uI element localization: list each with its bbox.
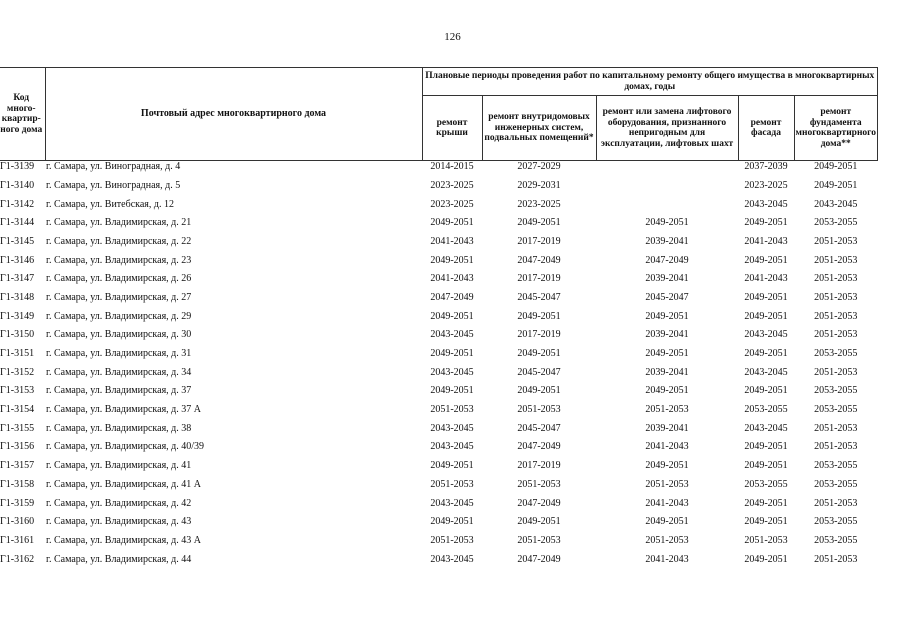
cell-roof: 2023-2025 [430, 179, 474, 191]
table-row [0, 232, 878, 251]
cell-lift: 2045-2047 [645, 291, 689, 303]
cell-facade: 2051-2053 [744, 534, 788, 546]
table-row [0, 419, 878, 438]
cell-engineering: 2045-2047 [517, 422, 561, 434]
cell-lift: 2039-2041 [645, 366, 689, 378]
table-row [0, 161, 878, 177]
cell-facade: 2043-2045 [744, 422, 788, 434]
cell-address: г. Самара, ул. Владимирская, д. 26 [46, 273, 192, 285]
header-lift: ремонт или замена лифтового оборудования, признанного непригодным для эксплуатации, лифтовых шахт [596, 96, 738, 161]
cell-engineering: 2029-2031 [517, 179, 561, 191]
cell-lift: 2041-2043 [645, 553, 689, 565]
cell-address: г. Самара, ул. Владимирская, д. 41 А [46, 478, 201, 490]
cell-code: Г1-3148 [0, 291, 35, 303]
cell-roof: 2049-2051 [430, 217, 474, 229]
table-row [0, 213, 878, 232]
cell-roof: 2049-2051 [430, 516, 474, 528]
cell-address: г. Самара, ул. Витебская, д. 12 [46, 198, 174, 210]
cell-lift: 2049-2051 [645, 385, 689, 397]
cell-facade: 2041-2043 [744, 235, 788, 247]
cell-code: Г1-3157 [0, 460, 35, 472]
cell-foundation: 2051-2053 [814, 310, 858, 322]
cell-code: Г1-3145 [0, 235, 35, 247]
cell-address: г. Самара, ул. Владимирская, д. 42 [46, 497, 192, 509]
repair-schedule-table [0, 67, 878, 568]
cell-lift [596, 195, 738, 214]
table-row [0, 288, 878, 307]
cell-address: г. Самара, ул. Владимирская, д. 40/39 [46, 441, 205, 453]
table-row [0, 195, 878, 214]
cell-engineering: 2017-2019 [517, 329, 561, 341]
cell-engineering: 2051-2053 [517, 478, 561, 490]
cell-lift: 2051-2053 [645, 404, 689, 416]
table-row [0, 269, 878, 288]
cell-foundation: 2051-2053 [814, 422, 858, 434]
cell-code: Г1-3158 [0, 478, 35, 490]
cell-code: Г1-3149 [0, 310, 35, 322]
cell-engineering: 2047-2049 [517, 497, 561, 509]
cell-foundation: 2051-2053 [814, 291, 858, 303]
cell-foundation: 2053-2055 [814, 478, 858, 490]
cell-engineering: 2045-2047 [517, 291, 561, 303]
cell-foundation: 2053-2055 [814, 516, 858, 528]
cell-foundation: 2051-2053 [814, 497, 858, 509]
cell-engineering: 2045-2047 [517, 366, 561, 378]
cell-address: г. Самара, ул. Владимирская, д. 41 [46, 460, 192, 472]
cell-roof: 2043-2045 [430, 366, 474, 378]
cell-code: Г1-3156 [0, 441, 35, 453]
cell-foundation: 2051-2053 [814, 553, 858, 565]
header-foundation: ремонт фундамента многоквартирного дома** [794, 96, 878, 161]
cell-address: г. Самара, ул. Владимирская, д. 29 [46, 310, 192, 322]
cell-lift: 2039-2041 [645, 273, 689, 285]
cell-foundation: 2051-2053 [814, 235, 858, 247]
cell-facade: 2049-2051 [744, 460, 788, 472]
cell-lift [596, 176, 738, 195]
cell-facade: 2043-2045 [744, 329, 788, 341]
cell-facade: 2049-2051 [744, 497, 788, 509]
cell-code: Г1-3147 [0, 273, 35, 285]
cell-address: г. Самара, ул. Владимирская, д. 31 [46, 348, 192, 360]
cell-engineering: 2017-2019 [517, 273, 561, 285]
header-roof: ремонт крыши [422, 96, 482, 161]
header-work-periods: Плановые периоды проведения работ по капитальному ремонту общего имущества в многоквартирных домах, годы [422, 68, 878, 96]
cell-facade: 2037-2039 [744, 161, 788, 172]
cell-code: Г1-3155 [0, 422, 35, 434]
cell-facade: 2049-2051 [744, 254, 788, 266]
table-row [0, 438, 878, 457]
cell-lift: 2051-2053 [645, 478, 689, 490]
cell-address: г. Самара, ул. Владимирская, д. 30 [46, 329, 192, 341]
cell-foundation: 2053-2055 [814, 404, 858, 416]
table-row [0, 475, 878, 494]
table-row [0, 550, 878, 569]
cell-roof: 2043-2045 [430, 553, 474, 565]
cell-engineering: 2017-2019 [517, 235, 561, 247]
cell-lift: 2041-2043 [645, 497, 689, 509]
cell-lift: 2047-2049 [645, 254, 689, 266]
cell-code: Г1-3162 [0, 553, 35, 565]
cell-foundation: 2049-2051 [814, 179, 858, 191]
cell-facade: 2053-2055 [744, 478, 788, 490]
cell-facade: 2049-2051 [744, 516, 788, 528]
cell-roof: 2041-2043 [430, 273, 474, 285]
cell-engineering: 2049-2051 [517, 385, 561, 397]
cell-code: Г1-3151 [0, 348, 35, 360]
cell-address: г. Самара, ул. Виноградная, д. 5 [46, 179, 181, 191]
table-header [0, 68, 878, 161]
cell-facade: 2049-2051 [744, 310, 788, 322]
cell-address: г. Самара, ул. Виноградная, д. 4 [46, 161, 181, 172]
table-row [0, 307, 878, 326]
cell-address: г. Самара, ул. Владимирская, д. 34 [46, 366, 192, 378]
cell-address: г. Самара, ул. Владимирская, д. 44 [46, 553, 192, 565]
cell-engineering: 2049-2051 [517, 348, 561, 360]
cell-facade: 2043-2045 [744, 366, 788, 378]
cell-roof: 2051-2053 [430, 534, 474, 546]
cell-code: Г1-3139 [0, 161, 35, 172]
cell-foundation: 2051-2053 [814, 329, 858, 341]
repair-schedule-sheet [0, 67, 878, 568]
cell-roof: 2043-2045 [430, 441, 474, 453]
header-engineering: ремонт внутридомовых инженерных систем, подвальных помещений* [482, 96, 596, 161]
cell-code: Г1-3154 [0, 404, 35, 416]
cell-roof: 2014-2015 [430, 161, 474, 172]
cell-code: Г1-3159 [0, 497, 35, 509]
cell-code: Г1-3146 [0, 254, 35, 266]
cell-address: г. Самара, ул. Владимирская, д. 21 [46, 217, 192, 229]
cell-foundation: 2053-2055 [814, 217, 858, 229]
cell-code: Г1-3153 [0, 385, 35, 397]
cell-code: Г1-3140 [0, 179, 35, 191]
cell-facade: 2049-2051 [744, 348, 788, 360]
table-row [0, 382, 878, 401]
cell-lift: 2039-2041 [645, 235, 689, 247]
cell-facade: 2043-2045 [744, 198, 788, 210]
table-row [0, 512, 878, 531]
cell-address: г. Самара, ул. Владимирская, д. 37 [46, 385, 192, 397]
cell-lift [596, 161, 738, 177]
cell-foundation: 2051-2053 [814, 254, 858, 266]
cell-engineering: 2017-2019 [517, 460, 561, 472]
cell-code: Г1-3161 [0, 534, 35, 546]
cell-address: г. Самара, ул. Владимирская, д. 27 [46, 291, 192, 303]
cell-engineering: 2023-2025 [517, 198, 561, 210]
table-row [0, 344, 878, 363]
table-row [0, 251, 878, 270]
cell-lift: 2049-2051 [645, 310, 689, 322]
table-row [0, 531, 878, 550]
cell-lift: 2049-2051 [645, 516, 689, 528]
cell-address: г. Самара, ул. Владимирская, д. 22 [46, 235, 192, 247]
cell-facade: 2049-2051 [744, 217, 788, 229]
cell-foundation: 2053-2055 [814, 460, 858, 472]
cell-roof: 2043-2045 [430, 422, 474, 434]
cell-roof: 2047-2049 [430, 291, 474, 303]
cell-foundation: 2051-2053 [814, 441, 858, 453]
cell-engineering: 2049-2051 [517, 217, 561, 229]
cell-address: г. Самара, ул. Владимирская, д. 37 А [46, 404, 201, 416]
table-row [0, 363, 878, 382]
cell-foundation: 2043-2045 [814, 198, 858, 210]
cell-engineering: 2049-2051 [517, 516, 561, 528]
cell-foundation: 2053-2055 [814, 385, 858, 397]
header-code: Код много-квартир-ного дома [0, 68, 45, 161]
cell-code: Г1-3150 [0, 329, 35, 341]
cell-code: Г1-3160 [0, 516, 35, 528]
table-row [0, 494, 878, 513]
cell-engineering: 2027-2029 [517, 161, 561, 172]
cell-facade: 2049-2051 [744, 291, 788, 303]
cell-engineering: 2051-2053 [517, 404, 561, 416]
table-row [0, 176, 878, 195]
cell-lift: 2041-2043 [645, 441, 689, 453]
cell-engineering: 2051-2053 [517, 534, 561, 546]
table-row [0, 456, 878, 475]
table-body [0, 161, 878, 569]
cell-address: г. Самара, ул. Владимирская, д. 23 [46, 254, 192, 266]
header-facade: ремонт фасада [738, 96, 794, 161]
cell-roof: 2049-2051 [430, 385, 474, 397]
cell-engineering: 2049-2051 [517, 310, 561, 322]
header-address: Почтовый адрес многоквартирного дома [45, 68, 422, 161]
cell-facade: 2049-2051 [744, 441, 788, 453]
cell-lift: 2039-2041 [645, 329, 689, 341]
cell-facade: 2049-2051 [744, 553, 788, 565]
cell-lift: 2049-2051 [645, 348, 689, 360]
cell-engineering: 2047-2049 [517, 553, 561, 565]
cell-address: г. Самара, ул. Владимирская, д. 38 [46, 422, 192, 434]
cell-facade: 2023-2025 [744, 179, 788, 191]
cell-foundation: 2049-2051 [814, 161, 858, 172]
cell-lift: 2051-2053 [645, 534, 689, 546]
cell-roof: 2043-2045 [430, 497, 474, 509]
cell-roof: 2023-2025 [430, 198, 474, 210]
table-row [0, 326, 878, 345]
cell-roof: 2043-2045 [430, 329, 474, 341]
cell-roof: 2051-2053 [430, 404, 474, 416]
cell-roof: 2049-2051 [430, 310, 474, 322]
cell-foundation: 2053-2055 [814, 534, 858, 546]
cell-foundation: 2051-2053 [814, 366, 858, 378]
cell-roof: 2051-2053 [430, 478, 474, 490]
cell-engineering: 2047-2049 [517, 254, 561, 266]
cell-address: г. Самара, ул. Владимирская, д. 43 [46, 516, 192, 528]
cell-engineering: 2047-2049 [517, 441, 561, 453]
cell-lift: 2039-2041 [645, 422, 689, 434]
page-number: 126 [444, 31, 461, 43]
cell-foundation: 2053-2055 [814, 348, 858, 360]
cell-lift: 2049-2051 [645, 460, 689, 472]
cell-roof: 2049-2051 [430, 348, 474, 360]
cell-roof: 2049-2051 [430, 460, 474, 472]
cell-roof: 2041-2043 [430, 235, 474, 247]
cell-facade: 2053-2055 [744, 404, 788, 416]
cell-address: г. Самара, ул. Владимирская, д. 43 А [46, 534, 201, 546]
cell-code: Г1-3144 [0, 217, 35, 229]
cell-foundation: 2051-2053 [814, 273, 858, 285]
table-row [0, 400, 878, 419]
cell-code: Г1-3142 [0, 198, 35, 210]
cell-code: Г1-3152 [0, 366, 35, 378]
cell-facade: 2049-2051 [744, 385, 788, 397]
cell-lift: 2049-2051 [645, 217, 689, 229]
cell-roof: 2049-2051 [430, 254, 474, 266]
cell-facade: 2041-2043 [744, 273, 788, 285]
